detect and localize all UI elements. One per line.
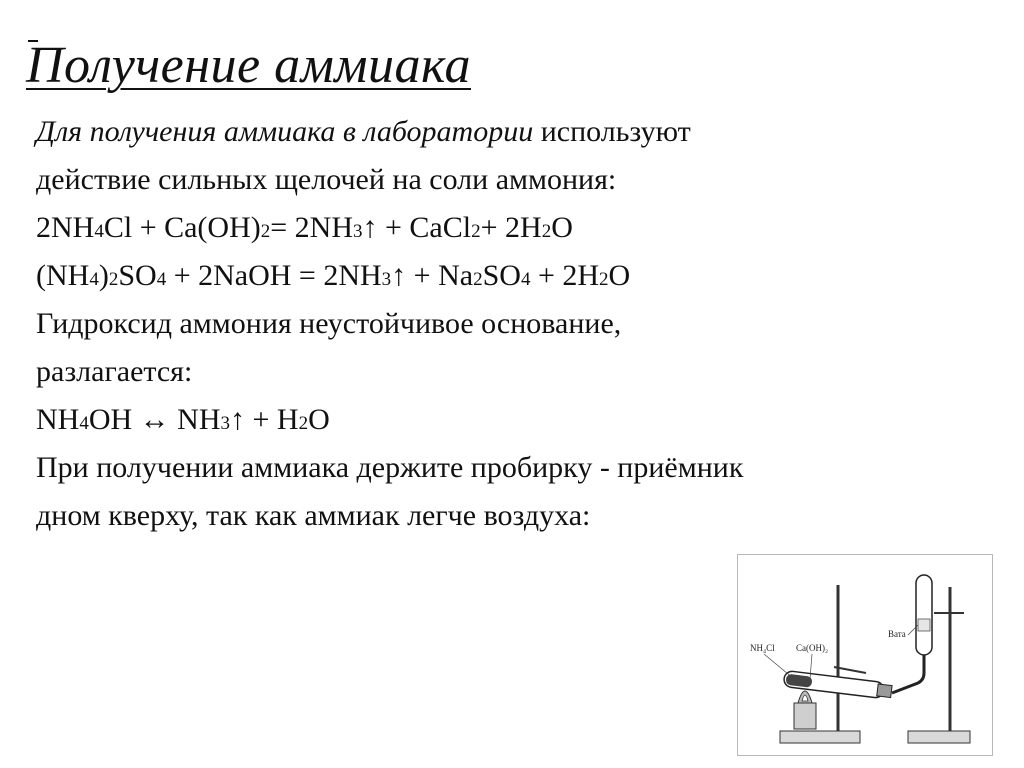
ammonia-apparatus-figure (737, 554, 993, 756)
intro-italic-text: Для получения аммиака в лаборатории (36, 115, 534, 148)
intro-text: используют (533, 115, 691, 148)
equation-1: 2NH4Cl + Ca(OH)2= 2NH3↑ + CaCl2+ 2H2O (36, 211, 573, 244)
intro-line-1 (36, 108, 996, 156)
paragraph-3-line-2: дном кверху, так как аммиак легче воздуха: (36, 499, 591, 532)
label-pointer-salt (764, 654, 794, 679)
apparatus-drawing (738, 555, 992, 755)
equation-2: (NH4)2SO4 + 2NaOH = 2NH3↑ + Na2SO4 + 2H2O (36, 259, 631, 292)
paragraph-2-line-1: Гидроксид аммония неустойчивое основание, (36, 307, 622, 340)
label-cotton: Вата (888, 629, 906, 639)
intro-line-2: действие сильных щелочей на соли аммония: (36, 163, 617, 196)
slide-body (36, 108, 996, 540)
left-stand-base (780, 731, 860, 743)
paragraph-3-line-1: При получении аммиака держите пробирку - приёмник (36, 451, 744, 484)
paragraph-2-line-2: разлагается: (36, 355, 193, 388)
label-calcium-hydroxide: Ca(OH)₂ (796, 643, 829, 653)
cotton-plug (918, 619, 930, 631)
label-ammonium-chloride: NH₄Cl (750, 643, 775, 653)
burner-body (794, 703, 816, 729)
tube-stopper (877, 684, 892, 698)
right-stand-base (908, 731, 970, 743)
page-title: Получение аммиака (26, 37, 471, 94)
equation-3: NH4OH ↔ NH3↑ + H2O (36, 403, 330, 436)
collecting-tube (916, 575, 932, 655)
